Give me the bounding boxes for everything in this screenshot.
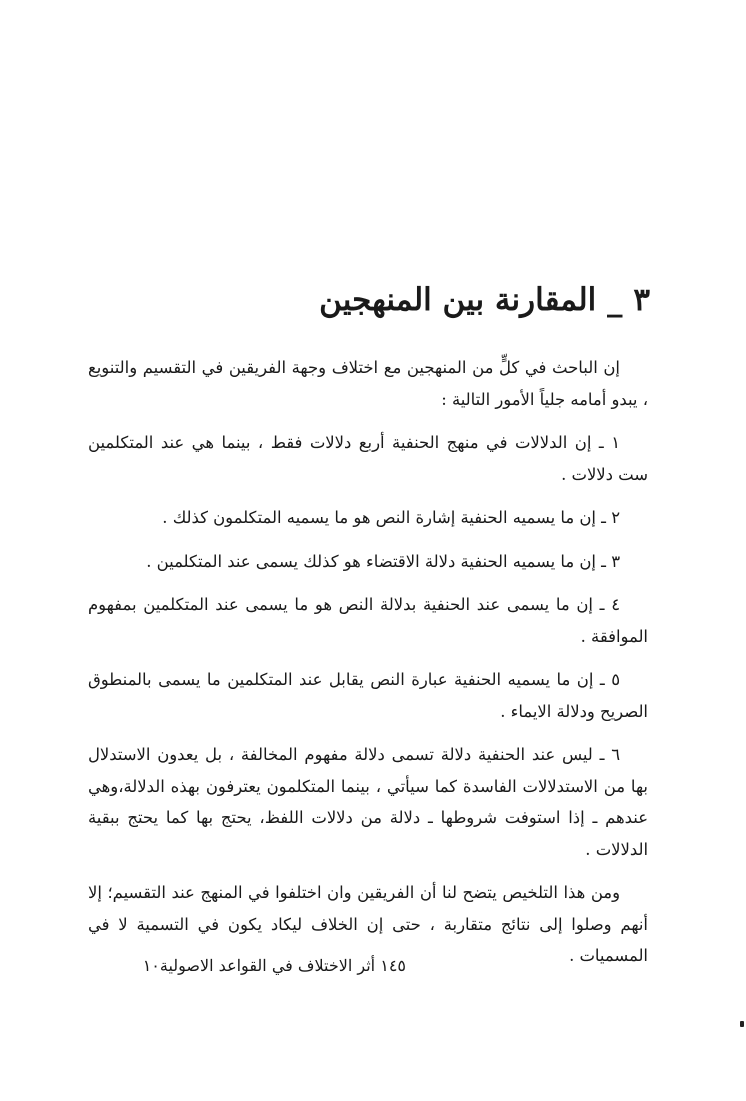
page-body xyxy=(88,352,648,984)
list-item: ٣ ـ إن ما يسميه الحنفية دلالة الاقتضاء هو كذلك يسمى عند المتكلمين . xyxy=(146,551,620,571)
list-item: ٢ ـ إن ما يسميه الحنفية إشارة النص هو ما يسميه المتكلمون كذلك . xyxy=(162,508,620,527)
list-item: ٦ ـ ليس عند الحنفية دلالة تسمى دلالة مفهوم المخالفة ، بل يعدون الاستدلال بها من الاستدلالات الفاسدة كما سيأتي ، بينما المتكلمون يعترفون بهذه الدلالة،وهي عندهم ـ إذا استوفت شروطها ـ دلالة من دلالات اللفظ، يحتج بها كما يحتج ببقية الدلالات . xyxy=(88,745,648,859)
conclusion-paragraph: ومن هذا التلخيص يتضح لنا أن الفريقين وان اختلفوا في المنهج عند التقسيم؛ إلا أنهم وصلوا إلى نتائج متقاربة ، حتى إن الخلاف ليكاد يكون في التسمية لا في المسميات . xyxy=(88,883,648,965)
page-footer: ١٤٥ أثر الاختلاف في القواعد الاصولية١٠ xyxy=(142,956,406,975)
intro-paragraph: إن الباحث في كلٍّ من المنهجين مع اختلاف وجهة الفريقين في التقسيم والتنويع ، يبدو أمامه جلياً الأمور التالية : xyxy=(88,358,648,409)
list-item: ٥ ـ إن ما يسميه الحنفية عبارة النص يقابل عند المتكلمين ما يسمى بالمنطوق الصريح ودلالة الايماء . xyxy=(88,670,648,721)
list-item: ١ ـ إن الدلالات في منهج الحنفية أربع دلالات فقط ، بينما هي عند المتكلمين ست دلالات . xyxy=(88,433,648,484)
list-item: ٤ ـ إن ما يسمى عند الحنفية بدلالة النص هو ما يسمى عند المتكلمين بمفهوم الموافقة . xyxy=(88,595,648,646)
margin-mark xyxy=(740,1021,744,1027)
section-title: ٣ _ المقارنة بين المنهجين xyxy=(319,282,650,318)
